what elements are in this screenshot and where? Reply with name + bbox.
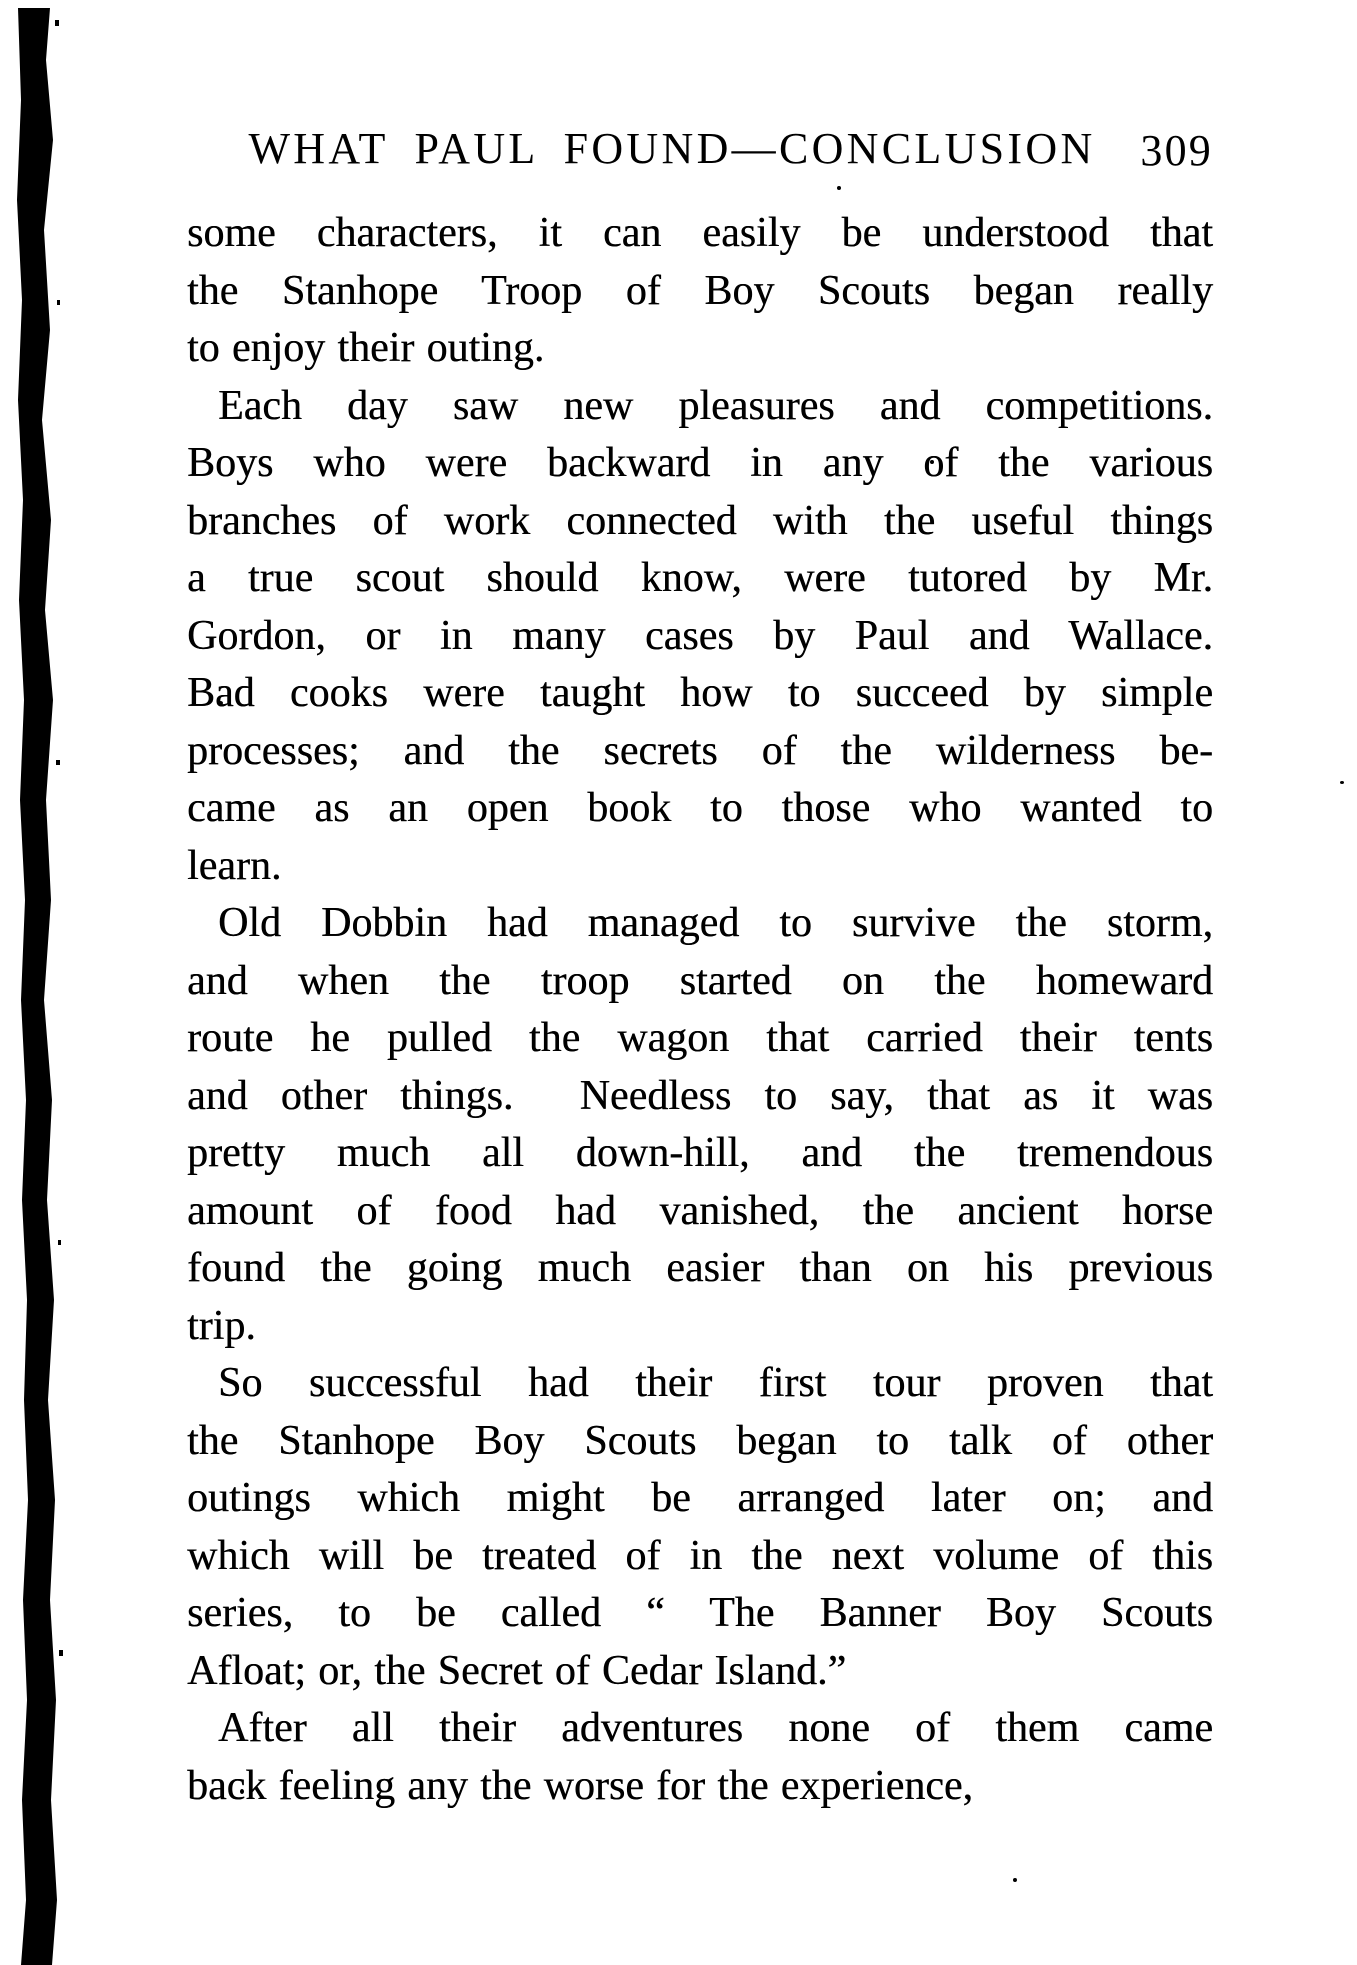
text-line: So successful had their first tour proven that (218, 1360, 1213, 1406)
text-line: series, to be called “ The Banner Boy Scouts (187, 1590, 1213, 1636)
text-line: Old Dobbin had managed to survive the storm, (218, 900, 1213, 946)
text-line: and other things. Needless to say, that as it was (187, 1072, 1213, 1119)
text-line: After all their adventures none of them came (218, 1705, 1213, 1751)
text-line: some characters, it can easily be understood that (187, 210, 1213, 256)
paragraph (187, 895, 1213, 1355)
paragraph (187, 1700, 1213, 1815)
text-line: to enjoy their outing. (187, 325, 545, 371)
text-line: a true scout should know, were tutored by Mr. (187, 555, 1213, 601)
text-line: learn. (187, 842, 282, 889)
scan-gutter-shadow (0, 0, 75, 1965)
chapter-title: WHAT PAUL FOUND—CONCLUSION (248, 124, 1096, 173)
text-line: Afloat; or, the Secret of Cedar Island.” (187, 1647, 847, 1694)
paragraph (187, 378, 1213, 896)
text-line: which will be treated of in the next volume of this (187, 1532, 1213, 1579)
text-line: back feeling any the worse for the experience, (187, 1762, 974, 1809)
paragraph (187, 1355, 1213, 1700)
text-column (187, 0, 1213, 1965)
text-line: the Stanhope Boy Scouts began to talk of other (187, 1417, 1213, 1464)
text-line: route he pulled the wagon that carried their tents (187, 1015, 1213, 1061)
text-line: trip. (187, 1302, 256, 1349)
text-line: outings which might be arranged later on; and (187, 1475, 1213, 1521)
text-line: Boys who were backward in any of the various (187, 440, 1213, 486)
text-line: Each day saw new pleasures and competitions. (218, 382, 1213, 429)
text-line: processes; and the secrets of the wilderness be- (187, 727, 1213, 774)
body-text (187, 205, 1213, 1815)
text-line: came as an open book to those who wanted to (187, 785, 1213, 831)
text-line: the Stanhope Troop of Boy Scouts began really (187, 267, 1213, 314)
text-line: found the going much easier than on his previous (187, 1245, 1213, 1291)
text-line: amount of food had vanished, the ancient horse (187, 1187, 1213, 1234)
text-line: and when the troop started on the homeward (187, 957, 1213, 1004)
text-line: pretty much all down-hill, and the tremendous (187, 1130, 1213, 1176)
text-line: branches of work connected with the useful things (187, 497, 1213, 544)
text-line: Bad cooks were taught how to succeed by simple (187, 670, 1213, 716)
page-number: 309 (1140, 126, 1213, 175)
text-line: Gordon, or in many cases by Paul and Wallace. (187, 612, 1213, 659)
paragraph (187, 205, 1213, 378)
running-head (187, 124, 1213, 174)
scan-speck (1340, 781, 1344, 784)
